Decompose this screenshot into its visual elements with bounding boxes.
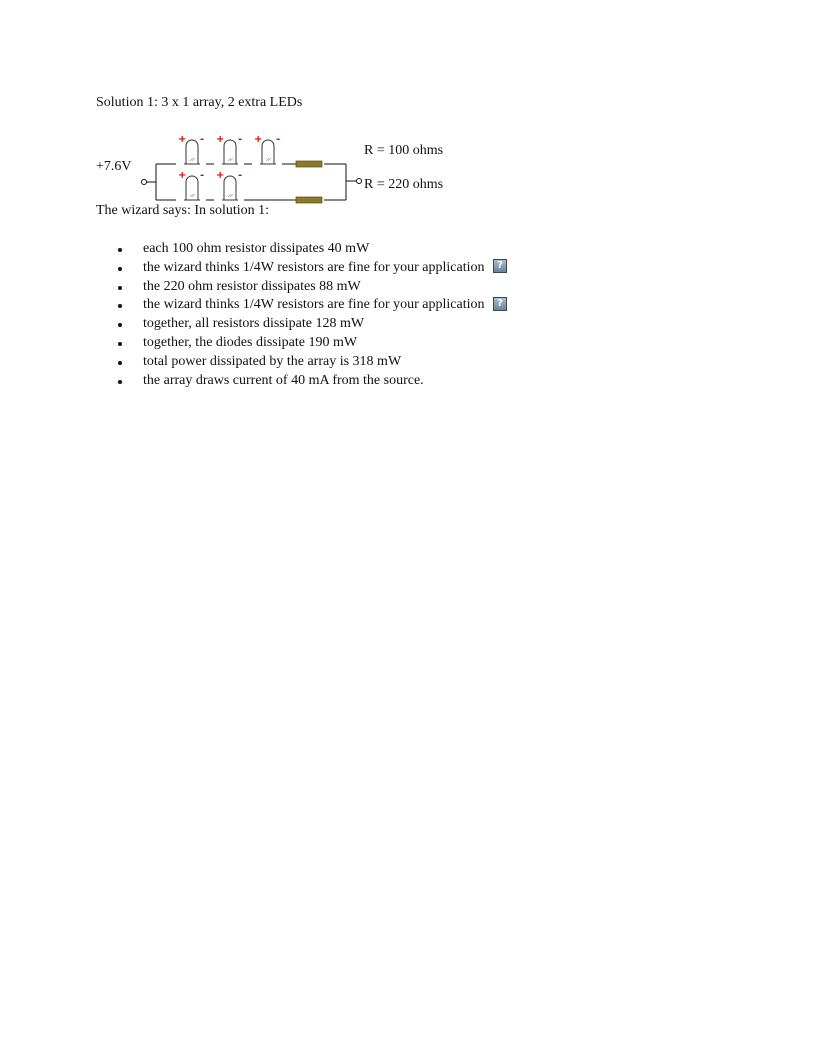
led-icon bbox=[178, 134, 204, 164]
list-item bbox=[96, 278, 507, 297]
list-item bbox=[96, 334, 507, 353]
led-row-1 bbox=[178, 134, 280, 164]
list-item-text: together, the diodes dissipate 190 mW bbox=[143, 334, 358, 350]
svg-text:-: - bbox=[238, 170, 243, 181]
list-item-text: each 100 ohm resistor dissipates 40 mW bbox=[143, 241, 370, 256]
led-icon bbox=[178, 170, 204, 200]
right-terminal bbox=[357, 179, 362, 184]
list-item-text: the wizard thinks 1/4W resistors are fine for your application bbox=[143, 297, 485, 313]
resistor-2-label: R = 220 ohms bbox=[364, 177, 444, 192]
solution-heading: Solution 1: 3 x 1 array, 2 extra LEDs bbox=[96, 95, 303, 110]
bullet-icon bbox=[118, 248, 122, 252]
bullet-icon bbox=[118, 342, 122, 346]
list-item bbox=[96, 259, 507, 278]
list-item-text: the array draws current of 40 mA from the source. bbox=[143, 372, 424, 388]
svg-text:+: + bbox=[178, 134, 187, 145]
question-mark-icon[interactable]: ? bbox=[493, 259, 507, 273]
resistor-220-ohm bbox=[296, 197, 322, 203]
svg-text:+: + bbox=[178, 170, 187, 181]
list-item-text: the 220 ohm resistor dissipates 88 mW bbox=[143, 278, 361, 294]
bullet-icon bbox=[118, 286, 122, 290]
bullet-icon bbox=[118, 304, 122, 308]
svg-text:-: - bbox=[200, 134, 205, 145]
bullet-icon bbox=[118, 361, 122, 365]
svg-text:+: + bbox=[216, 134, 225, 145]
led-array-circuit-diagram bbox=[96, 128, 516, 208]
resistor-100-ohm bbox=[296, 161, 322, 167]
question-mark-icon[interactable]: ? bbox=[493, 297, 507, 311]
led-icon bbox=[216, 134, 242, 164]
resistor-1-label: R = 100 ohms bbox=[364, 143, 444, 158]
list-item bbox=[96, 240, 507, 259]
svg-text:+: + bbox=[254, 134, 263, 145]
circuit-schematic bbox=[96, 128, 516, 208]
list-item bbox=[96, 315, 507, 334]
wizard-results-list bbox=[96, 240, 507, 390]
svg-text:-: - bbox=[276, 134, 281, 145]
bullet-icon bbox=[118, 267, 122, 271]
svg-text:-: - bbox=[238, 134, 243, 145]
bullet-icon bbox=[118, 323, 122, 327]
svg-text:+: + bbox=[216, 170, 225, 181]
list-item bbox=[96, 353, 507, 372]
list-item-text: the wizard thinks 1/4W resistors are fine for your application bbox=[143, 259, 485, 275]
led-row-2 bbox=[178, 170, 242, 200]
list-item-text: total power dissipated by the array is 318 mW bbox=[143, 353, 402, 369]
list-item bbox=[96, 296, 507, 315]
led-icon bbox=[216, 170, 242, 200]
list-item-text: together, all resistors dissipate 128 mW bbox=[143, 316, 365, 332]
bullet-icon bbox=[118, 380, 122, 384]
list-item bbox=[96, 372, 507, 391]
svg-text:-: - bbox=[200, 170, 205, 181]
led-icon bbox=[254, 134, 280, 164]
wizard-intro: The wizard says: In solution 1: bbox=[96, 203, 270, 218]
left-terminal bbox=[142, 180, 147, 185]
source-voltage-label: +7.6V bbox=[96, 159, 132, 174]
